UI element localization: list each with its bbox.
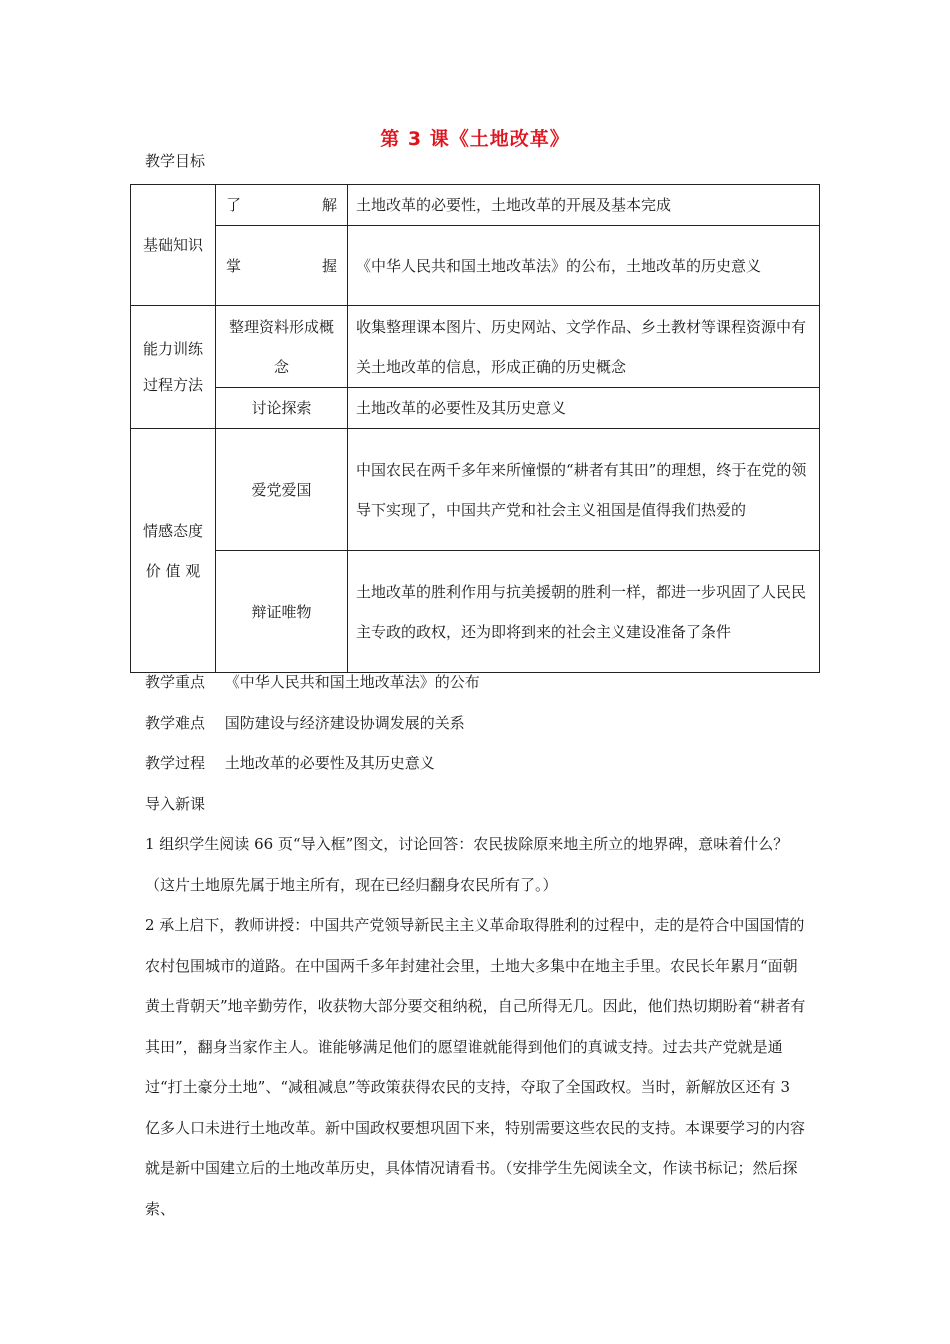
- category-line: 过程方法: [142, 376, 203, 394]
- level-cell: 辩证唯物: [216, 551, 348, 673]
- category-line: 情感态度: [142, 521, 203, 540]
- process-text: 土地改革的必要性及其历史意义: [224, 754, 435, 772]
- key-point-line: [145, 662, 807, 703]
- objectives-label: 教学目标: [145, 152, 206, 170]
- paragraph-1: 1 组织学生阅读 66 页“导入框”图文，讨论回答：农民拔除原来地主所立的地界碑，意味着什么？（这片土地原先属于地主所有，现在已经归翻身农民所有了。）: [145, 835, 789, 894]
- difficulty-label: 教学难点: [145, 713, 206, 732]
- level-char: 掌: [226, 256, 242, 275]
- table-row: [131, 306, 820, 388]
- level-char: 了: [226, 196, 242, 214]
- table-row: [131, 551, 820, 673]
- paragraph-2: 2 承上启下，教师讲授：中国共产党领导新民主主义革命取得胜利的过程中，走的是符合中国国情的农村包围城市的道路。在中国两千多年封建社会里，土地大多集中在地主手里。农民长年累月“面朝黄土背朝天”地辛勤劳作，收获物大部分要交租纳税，自己所得无几。因此，他们热切期盼着“耕者有其田”，翻身当家作主人。谁能够满足他们的愿望谁就能得到他们的真诚支持。过去共产党就是通过“打土豪分土地”、“减租减息”等政策获得农民的支持，夺取了全国政权。当时，新解放区还有 3 亿多人口未进行土地改革。新中国政权要想巩固下来，特别需要这些农民的支持。本课要学习的内容就是新中国建立后的土地改革历史，具体情况请看书。（安排学生先阅读全文，作读书标记；然后探索、: [145, 916, 806, 1218]
- table-row: [131, 429, 820, 551]
- level-cell: 整理资料形成概念: [216, 306, 348, 388]
- objectives-table: [130, 184, 820, 673]
- intro-heading: 导入新课: [145, 794, 206, 813]
- difficulty-line: [145, 703, 807, 744]
- content-cell: 《中华人民共和国土地改革法》的公布，土地改革的历史意义: [348, 226, 820, 306]
- level-cell: 爱党爱国: [216, 429, 348, 551]
- table-row: [131, 226, 820, 306]
- lesson-title: 第 3 课《土地改革》: [380, 128, 570, 150]
- content-cell: 收集整理课本图片、历史网站、文学作品、乡土教材等课程资源中有关土地改革的信息，形成正确的历史概念: [348, 306, 820, 388]
- level-char: 握: [321, 256, 337, 275]
- category-emotion: [131, 429, 216, 673]
- level-cell: [216, 185, 348, 226]
- table-row: [131, 185, 820, 226]
- process-label: 教学过程: [145, 754, 206, 772]
- content-cell: 土地改革的胜利作用与抗美援朝的胜利一样，都进一步巩固了人民民主专政的政权，还为即将到来的社会主义建设准备了条件: [348, 551, 820, 673]
- category-line: 能力训练: [142, 340, 203, 358]
- content-cell: 中国农民在两千多年来所憧憬的“耕者有其田”的理想，终于在党的领导下实现了，中国共产党和社会主义祖国是值得我们热爱的: [348, 429, 820, 551]
- content-cell: 土地改革的必要性及其历史意义: [348, 388, 820, 429]
- content-cell: 土地改革的必要性，土地改革的开展及基本完成: [348, 185, 820, 226]
- table-row: [131, 388, 820, 429]
- level-char: 解: [321, 196, 337, 214]
- lesson-body: [145, 662, 807, 1229]
- process-line: [145, 743, 807, 784]
- category-ability: [131, 306, 216, 429]
- level-cell: 讨论探索: [216, 388, 348, 429]
- level-cell: [216, 226, 348, 306]
- key-point-text: 《中华人民共和国土地改革法》的公布: [224, 673, 480, 691]
- category-line: 价 值 观: [145, 561, 201, 580]
- difficulty-text: 国防建设与经济建设协调发展的关系: [224, 713, 465, 732]
- category-basic: 基础知识: [131, 185, 216, 306]
- key-point-label: 教学重点: [145, 673, 206, 691]
